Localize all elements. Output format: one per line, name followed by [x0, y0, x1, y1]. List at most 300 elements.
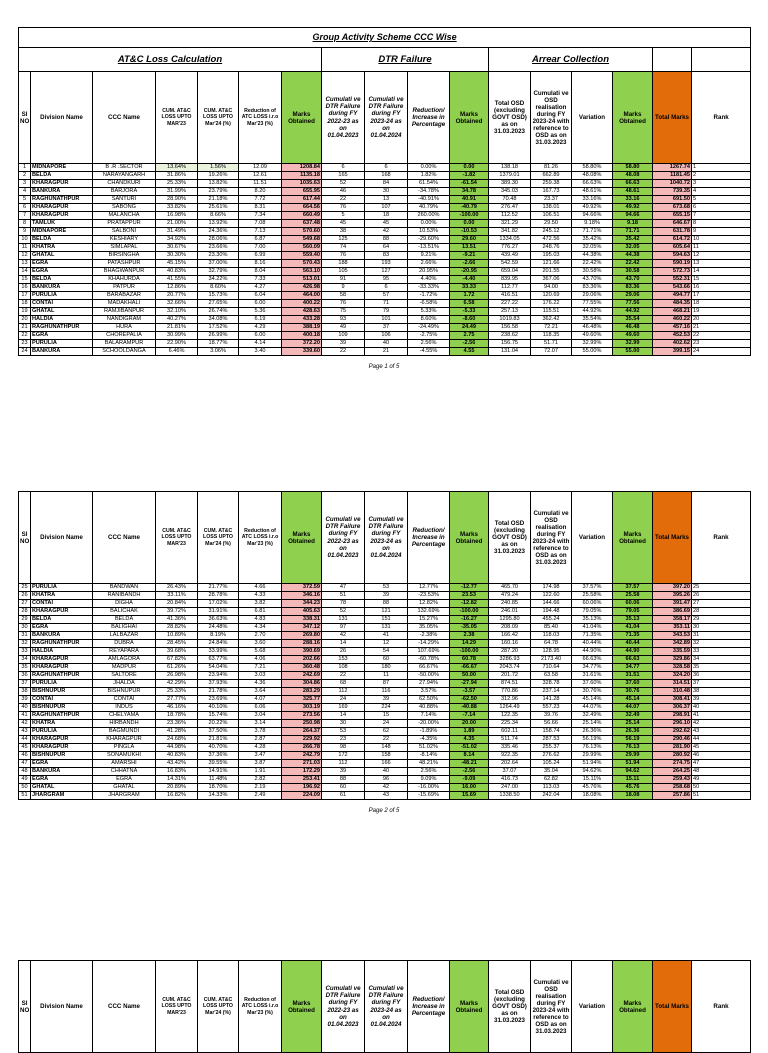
- cell-t: 452.53: [653, 332, 692, 340]
- cell-rk: 30: [692, 624, 751, 632]
- cell-b: 34.08%: [198, 316, 239, 324]
- cell-a: 10.89%: [156, 632, 198, 640]
- cell-m2: -10.53: [450, 228, 489, 236]
- cell-d2: 13: [365, 196, 408, 204]
- table-row: [19, 600, 751, 608]
- cell-ccc: KHARAGPUR: [93, 736, 156, 744]
- cell-a: 24.68%: [156, 736, 198, 744]
- cell-d2: 224: [365, 704, 408, 712]
- cell-ccc: DIGHA: [93, 600, 156, 608]
- cell-div: CONTAI: [31, 300, 93, 308]
- cell-v: 32.05%: [572, 244, 613, 252]
- hdr-dtr-reduction: Reduction/ Increase in Percentage: [408, 961, 450, 1053]
- cell-m1: 400.22: [282, 300, 322, 308]
- cell-dr: 7.14%: [408, 712, 450, 720]
- cell-d1: 97: [322, 624, 365, 632]
- cell-dr: -4.55%: [408, 348, 450, 356]
- cell-o: 202.64: [489, 760, 531, 768]
- cell-div: PURULIA: [31, 340, 93, 348]
- cell-d1: 45: [322, 220, 365, 228]
- cell-m1: 464.00: [282, 292, 322, 300]
- cell-rk: 18: [692, 300, 751, 308]
- cell-m3: 30.58: [613, 268, 653, 276]
- cell-b: 25.61%: [198, 204, 239, 212]
- cell-ccc: AMLAGORA: [93, 656, 156, 664]
- cell-rk: 49: [692, 776, 751, 784]
- cell-or: 195.03: [531, 252, 572, 260]
- cell-b: 34.22%: [198, 276, 239, 284]
- cell-rk: 29: [692, 616, 751, 624]
- cell-div: CONTAI: [31, 600, 93, 608]
- cell-ccc: JHALDA: [93, 680, 156, 688]
- cell-or: 276.62: [531, 752, 572, 760]
- hdr-osd-realisation: Cumulati ve OSD realisation during FY 2023-24 with reference to OSD as on 31.03.2023: [531, 72, 572, 164]
- table-row: [19, 316, 751, 324]
- cell-dr: -24.49%: [408, 324, 450, 332]
- cell-sl: 25: [19, 584, 31, 592]
- cell-o: 542.59: [489, 260, 531, 268]
- cell-dr: -4.35%: [408, 736, 450, 744]
- cell-d2: 127: [365, 268, 408, 276]
- cell-dr: -23.53%: [408, 592, 450, 600]
- cell-m2: 2.38: [450, 632, 489, 640]
- cell-m3: 29.06: [613, 292, 653, 300]
- table-row: [19, 228, 751, 236]
- cell-or: 94.00: [531, 284, 572, 292]
- cell-m1: 250.98: [282, 720, 322, 728]
- hdr-dtr-2223: Cumulati ve DTR Failure during FY 2022-23 as on 01.04.2023: [322, 961, 365, 1053]
- cell-sl: 43: [19, 728, 31, 736]
- cell-or: 29.50: [531, 220, 572, 228]
- cell-v: 83.36%: [572, 284, 613, 292]
- cell-div: KHARAGPUR: [31, 608, 93, 616]
- cell-ccc: SCHOOLDANGA: [93, 348, 156, 356]
- cell-div: RAGHUNATHPUR: [31, 324, 93, 332]
- cell-d2: 39: [365, 592, 408, 600]
- cell-c: 7.13: [239, 228, 282, 236]
- cell-t: 399.15: [653, 348, 692, 356]
- hdr-cum-atc-mar24: CUM. AT&C LOSS UPTO Mar'24 (%): [198, 492, 239, 584]
- cell-dr: -13.51%: [408, 244, 450, 252]
- cell-v: 40.44%: [572, 640, 613, 648]
- cell-ccc: CHHATNA: [93, 768, 156, 776]
- cell-or: 115.51: [531, 308, 572, 316]
- cell-ccc: REYAPARA: [93, 648, 156, 656]
- cell-or: 455.24: [531, 616, 572, 624]
- cell-rk: 12: [692, 252, 751, 260]
- cell-d2: 88: [365, 236, 408, 244]
- cell-b: 32.79%: [198, 268, 239, 276]
- cell-m3: 46.48: [613, 324, 653, 332]
- cell-d1: 22: [322, 196, 365, 204]
- hdr-cum-atc-mar24: CUM. AT&C LOSS UPTO Mar'24 (%): [198, 961, 239, 1053]
- cell-rk: 3: [692, 180, 751, 188]
- cell-m2: 1.89: [450, 728, 489, 736]
- cell-c: 6.00: [239, 332, 282, 340]
- cell-v: 44.38%: [572, 252, 613, 260]
- cell-ccc: EGRA: [93, 776, 156, 784]
- table-row: [19, 348, 751, 356]
- cell-m3: 15.11: [613, 776, 653, 784]
- cell-sl: 9: [19, 228, 31, 236]
- cell-dr: 10.53%: [408, 228, 450, 236]
- cell-d1: 125: [322, 236, 365, 244]
- cell-b: 24.36%: [198, 228, 239, 236]
- cell-t: 552.31: [653, 276, 692, 284]
- hdr-ccc: CCC Name: [93, 492, 156, 584]
- cell-m2: -61.54: [450, 180, 489, 188]
- cell-c: 6.81: [239, 608, 282, 616]
- cell-d1: 61: [322, 792, 365, 800]
- cell-d1: 75: [322, 308, 365, 316]
- cell-d1: 153: [322, 656, 365, 664]
- cell-a: 34.92%: [156, 236, 198, 244]
- cell-c: 4.06: [239, 656, 282, 664]
- cell-t: 296.10: [653, 720, 692, 728]
- cell-rk: 19: [692, 308, 751, 316]
- cell-c: 4.66: [239, 584, 282, 592]
- cell-or: 472.56: [531, 236, 572, 244]
- cell-rk: 35: [692, 664, 751, 672]
- cell-dr: -20.00%: [408, 720, 450, 728]
- cell-t: 353.11: [653, 624, 692, 632]
- cell-m3: 51.94: [613, 760, 653, 768]
- cell-v: 77.55%: [572, 300, 613, 308]
- table-row: [19, 196, 751, 204]
- cell-m3: 37.57: [613, 584, 653, 592]
- cell-m3: 45.14: [613, 696, 653, 704]
- cell-ccc: SALBONI: [93, 228, 156, 236]
- cell-or: 85.40: [531, 624, 572, 632]
- cell-v: 15.11%: [572, 776, 613, 784]
- cell-rk: 10: [692, 236, 751, 244]
- cell-v: 60.06%: [572, 600, 613, 608]
- table-row: [19, 204, 751, 212]
- cell-div: EGRA: [31, 268, 93, 276]
- cell-o: 1334.05: [489, 236, 531, 244]
- cell-m2: -12.82: [450, 600, 489, 608]
- cell-t: 324.20: [653, 672, 692, 680]
- table-body-1: [19, 164, 751, 356]
- table-row: [19, 656, 751, 664]
- hdr-cum-atc-mar23: CUM. AT&C LOSS UPTO MAR'23: [156, 72, 198, 164]
- cell-sl: 40: [19, 704, 31, 712]
- cell-t: 572.73: [653, 268, 692, 276]
- cell-div: KHATRA: [31, 720, 93, 728]
- cell-dr: -33.33%: [408, 284, 450, 292]
- cell-div: BANKURA: [31, 188, 93, 196]
- cell-d2: 131: [365, 624, 408, 632]
- cell-rk: 24: [692, 348, 751, 356]
- hdr-rank: Rank: [692, 72, 751, 164]
- cell-or: 141.28: [531, 696, 572, 704]
- cell-v: 58.80%: [572, 164, 613, 172]
- scheme-table-2: [18, 491, 751, 800]
- cell-m1: 242.79: [282, 752, 322, 760]
- cell-a: 32.66%: [156, 300, 198, 308]
- cell-or: 167.73: [531, 188, 572, 196]
- cell-m2: -3.57: [450, 688, 489, 696]
- hdr-reduction: Reduction of ATC LOSS i.r.o Mar'23 (%): [239, 492, 282, 584]
- table-body-2: [19, 584, 751, 800]
- hdr-marks-dtr: Marks Obtained: [450, 961, 489, 1053]
- cell-or: 174.98: [531, 584, 572, 592]
- cell-b: 23.66%: [198, 244, 239, 252]
- cell-d2: 11: [365, 672, 408, 680]
- section-atc: AT&C Loss Calculation: [19, 48, 322, 72]
- cell-sl: 16: [19, 284, 31, 292]
- cell-a: 26.98%: [156, 672, 198, 680]
- table-row: [19, 712, 751, 720]
- cell-v: 30.76%: [572, 688, 613, 696]
- cell-b: 13.92%: [198, 220, 239, 228]
- cell-a: 6.46%: [156, 348, 198, 356]
- hdr-marks-arrear: Marks Obtained: [613, 961, 653, 1053]
- cell-m3: 48.08: [613, 172, 653, 180]
- cell-a: 32.10%: [156, 308, 198, 316]
- hdr-dtr-2223: Cumulati ve DTR Failure during FY 2022-23 as on 01.04.2023: [322, 492, 365, 584]
- cell-d2: 83: [365, 252, 408, 260]
- cell-b: 24.48%: [198, 624, 239, 632]
- cell-div: KHARAGPUR: [31, 656, 93, 664]
- cell-d2: 53: [365, 584, 408, 592]
- cell-ccc: PATASHPUR: [93, 260, 156, 268]
- cell-t: 259.43: [653, 776, 692, 784]
- cell-or: 122.60: [531, 592, 572, 600]
- sheet-title: Group Activity Scheme CCC Wise: [19, 28, 751, 48]
- cell-b: 39.55%: [198, 760, 239, 768]
- cell-v: 29.99%: [572, 752, 613, 760]
- table-row: [19, 680, 751, 688]
- cell-o: 70.48: [489, 196, 531, 204]
- table-row: [19, 792, 751, 800]
- cell-div: EGRA: [31, 760, 93, 768]
- cell-sl: 33: [19, 648, 31, 656]
- cell-dr: -1.72%: [408, 292, 450, 300]
- cell-d1: 49: [322, 324, 365, 332]
- table-row: [19, 584, 751, 592]
- cell-div: BANKURA: [31, 348, 93, 356]
- table-row: [19, 648, 751, 656]
- cell-o: 112.52: [489, 212, 531, 220]
- cell-a: 16.98%: [156, 212, 198, 220]
- cell-d1: 91: [322, 276, 365, 284]
- cell-v: 31.61%: [572, 672, 613, 680]
- table-row: [19, 284, 751, 292]
- cell-ccc: DUBRA: [93, 640, 156, 648]
- hdr-variation: Variation: [572, 961, 613, 1053]
- cell-dr: 3.57%: [408, 688, 450, 696]
- cell-c: 3.64: [239, 688, 282, 696]
- cell-dr: 27.94%: [408, 680, 450, 688]
- cell-o: 3286.93: [489, 656, 531, 664]
- cell-sl: 20: [19, 316, 31, 324]
- cell-dr: -50.00%: [408, 672, 450, 680]
- cell-m2: -51.02: [450, 744, 489, 752]
- cell-m2: 14.29: [450, 640, 489, 648]
- cell-o: 246.01: [489, 608, 531, 616]
- cell-m1: 1035.63: [282, 180, 322, 188]
- cell-ccc: SALTORE: [93, 672, 156, 680]
- sheet-page-1: [18, 27, 750, 370]
- cell-or: 128.95: [531, 648, 572, 656]
- cell-ccc: PRATAPPUR: [93, 220, 156, 228]
- cell-b: 37.00%: [198, 260, 239, 268]
- cell-b: 23.94%: [198, 672, 239, 680]
- cell-m3: 32.05: [613, 244, 653, 252]
- cell-a: 30.99%: [156, 332, 198, 340]
- cell-d1: 14: [322, 712, 365, 720]
- cell-dr: 107.69%: [408, 648, 450, 656]
- cell-div: PURULIA: [31, 728, 93, 736]
- cell-d2: 57: [365, 292, 408, 300]
- cell-or: 194.48: [531, 608, 572, 616]
- hdr-reduction: Reduction of ATC LOSS i.r.o Mar'23 (%): [239, 961, 282, 1053]
- hdr-total-marks: Total Marks: [653, 72, 692, 164]
- cell-ccc: CONTAI: [93, 696, 156, 704]
- cell-d1: 169: [322, 704, 365, 712]
- cell-d2: 43: [365, 792, 408, 800]
- cell-b: 54.04%: [198, 664, 239, 672]
- cell-m1: 390.69: [282, 648, 322, 656]
- cell-d2: 54: [365, 648, 408, 656]
- cell-div: EGRA: [31, 260, 93, 268]
- cell-m2: 23.53: [450, 592, 489, 600]
- cell-rk: 45: [692, 744, 751, 752]
- cell-dr: 61.54%: [408, 180, 450, 188]
- cell-m1: 224.09: [282, 792, 322, 800]
- cell-d1: 76: [322, 204, 365, 212]
- table-row: [19, 744, 751, 752]
- cell-m2: 29.60: [450, 236, 489, 244]
- cell-m1: 303.19: [282, 704, 322, 712]
- cell-t: 691.50: [653, 196, 692, 204]
- cell-v: 22.42%: [572, 260, 613, 268]
- cell-dr: 48.21%: [408, 760, 450, 768]
- cell-rk: 22: [692, 332, 751, 340]
- cell-m1: 269.80: [282, 632, 322, 640]
- cell-b: 13.82%: [198, 180, 239, 188]
- cell-c: 6.99: [239, 252, 282, 260]
- cell-t: 306.37: [653, 704, 692, 712]
- cell-m1: 196.92: [282, 784, 322, 792]
- cell-or: 121.66: [531, 260, 572, 268]
- cell-d2: 79: [365, 308, 408, 316]
- cell-div: BISHNUPUR: [31, 688, 93, 696]
- cell-sl: 27: [19, 600, 31, 608]
- cell-a: 31.86%: [156, 172, 198, 180]
- cell-ccc: HURA: [93, 324, 156, 332]
- cell-m3: 77.56: [613, 300, 653, 308]
- cell-v: 26.36%: [572, 728, 613, 736]
- cell-dr: 40.88%: [408, 704, 450, 712]
- table-row: [19, 308, 751, 316]
- cell-m3: 56.19: [613, 736, 653, 744]
- hdr-marks-arrear: Marks Obtained: [613, 492, 653, 584]
- cell-div: BELDA: [31, 276, 93, 284]
- cell-b: 18.77%: [198, 340, 239, 348]
- cell-sl: 5: [19, 196, 31, 204]
- cell-dr: 51.02%: [408, 744, 450, 752]
- cell-m1: 288.16: [282, 640, 322, 648]
- cell-b: 3.06%: [198, 348, 239, 356]
- cell-d1: 22: [322, 348, 365, 356]
- cell-m3: 79.05: [613, 608, 653, 616]
- cell-dr: 9.09%: [408, 776, 450, 784]
- cell-sl: 49: [19, 776, 31, 784]
- cell-a: 21.00%: [156, 220, 198, 228]
- cell-t: 281.90: [653, 744, 692, 752]
- cell-v: 44.07%: [572, 704, 613, 712]
- cell-or: 367.06: [531, 276, 572, 284]
- cell-div: BANKURA: [31, 284, 93, 292]
- cell-or: 138.01: [531, 204, 572, 212]
- cell-m2: 40.91: [450, 196, 489, 204]
- cell-d1: 108: [322, 664, 365, 672]
- cell-v: 34.77%: [572, 664, 613, 672]
- cell-o: 160.16: [489, 640, 531, 648]
- cell-c: 4.28: [239, 744, 282, 752]
- cell-ccc: SONAMUKHI: [93, 752, 156, 760]
- table-row: [19, 236, 751, 244]
- cell-d1: 74: [322, 244, 365, 252]
- cell-o: 1019.83: [489, 316, 531, 324]
- cell-d2: 71: [365, 300, 408, 308]
- cell-rk: 27: [692, 600, 751, 608]
- cell-m2: -12.77: [450, 584, 489, 592]
- cell-m1: 664.56: [282, 204, 322, 212]
- cell-t: 673.68: [653, 204, 692, 212]
- cell-rk: 38: [692, 688, 751, 696]
- cell-rk: 13: [692, 260, 751, 268]
- cell-m3: 22.42: [613, 260, 653, 268]
- cell-m2: 0.00: [450, 220, 489, 228]
- hdr-osd-realisation: Cumulati ve OSD realisation during FY 2023-24 with reference to OSD as on 31.03.2023: [531, 961, 572, 1053]
- cell-d2: 37: [365, 324, 408, 332]
- cell-sl: 35: [19, 664, 31, 672]
- cell-d2: 106: [365, 332, 408, 340]
- cell-v: 43.70%: [572, 276, 613, 284]
- cell-t: 264.25: [653, 768, 692, 776]
- cell-d2: 84: [365, 180, 408, 188]
- cell-m2: -100.00: [450, 608, 489, 616]
- cell-m1: 1208.84: [282, 164, 322, 172]
- cell-m1: 617.44: [282, 196, 322, 204]
- cell-c: 3.04: [239, 712, 282, 720]
- cell-sl: 29: [19, 616, 31, 624]
- cell-or: 255.37: [531, 744, 572, 752]
- cell-c: 8.31: [239, 204, 282, 212]
- cell-a: 46.16%: [156, 704, 198, 712]
- cell-m3: 76.13: [613, 744, 653, 752]
- hdr-marks-dtr: Marks Obtained: [450, 492, 489, 584]
- cell-c: 7.00: [239, 244, 282, 252]
- cell-m3: 33.16: [613, 196, 653, 204]
- hdr-reduction: Reduction of ATC LOSS i.r.o Mar'23 (%): [239, 72, 282, 164]
- cell-m3: 45.76: [613, 784, 653, 792]
- cell-c: 5.36: [239, 308, 282, 316]
- cell-ccc: MADPUR: [93, 664, 156, 672]
- table-row: [19, 760, 751, 768]
- cell-b: 8.19%: [198, 632, 239, 640]
- cell-v: 94.66%: [572, 212, 613, 220]
- table-row: [19, 172, 751, 180]
- cell-sl: 24: [19, 348, 31, 356]
- cell-m1: 266.78: [282, 744, 322, 752]
- cell-ccc: PINGLA: [93, 744, 156, 752]
- cell-a: 30.67%: [156, 244, 198, 252]
- cell-d1: 39: [322, 340, 365, 348]
